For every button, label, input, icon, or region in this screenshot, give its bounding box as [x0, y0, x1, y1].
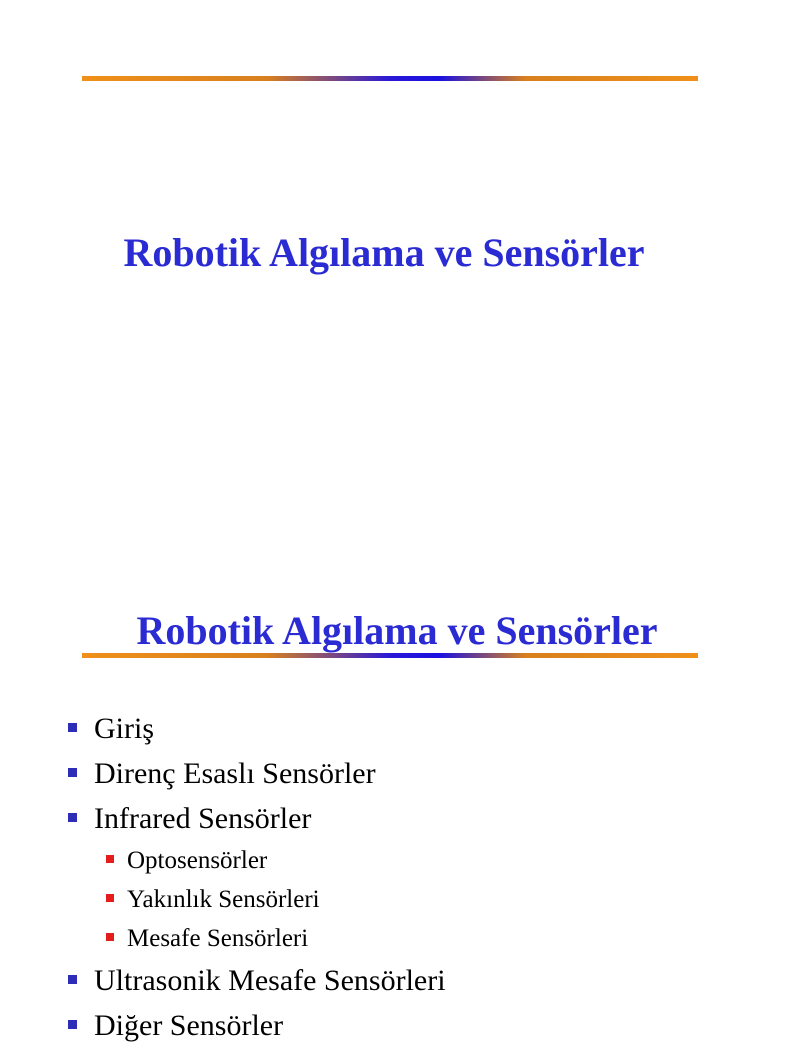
contents-slide — [0, 576, 768, 1042]
list-item-label: Giriş — [94, 712, 154, 745]
blue-square-bullet-icon — [68, 768, 77, 777]
blue-square-bullet-icon — [68, 723, 77, 732]
sub-list-item-label: Yakınlık Sensörleri — [127, 886, 320, 913]
title-slide-divider-line — [82, 76, 698, 81]
sub-list-item-label: Optosensörler — [127, 847, 268, 874]
red-square-bullet-icon — [106, 933, 114, 941]
contents-slide-divider-line — [82, 653, 698, 658]
red-square-bullet-icon — [106, 894, 114, 902]
topic-list — [0, 706, 768, 1048]
list-item-label: Direnç Esaslı Sensörler — [94, 757, 376, 790]
contents-slide-title: Robotik Algılama ve Sensörler — [136, 608, 658, 653]
sub-list-item-label: Mesafe Sensörleri — [127, 925, 309, 952]
list-item — [0, 751, 768, 796]
list-item-label: Diğer Sensörler — [94, 1009, 284, 1042]
list-item — [0, 796, 768, 841]
sub-list-item — [0, 841, 768, 880]
slide-title: Robotik Algılama ve Sensörler — [123, 230, 645, 275]
list-item-label: Infrared Sensörler — [94, 802, 312, 835]
sub-list-item — [0, 880, 768, 919]
red-square-bullet-icon — [106, 855, 114, 863]
list-item — [0, 706, 768, 751]
blue-square-bullet-icon — [68, 1020, 77, 1029]
list-item — [0, 1003, 768, 1048]
list-item — [0, 958, 768, 1003]
sub-list-item — [0, 919, 768, 958]
blue-square-bullet-icon — [68, 975, 77, 984]
blue-square-bullet-icon — [68, 813, 77, 822]
list-item-label: Ultrasonik Mesafe Sensörleri — [94, 964, 446, 997]
